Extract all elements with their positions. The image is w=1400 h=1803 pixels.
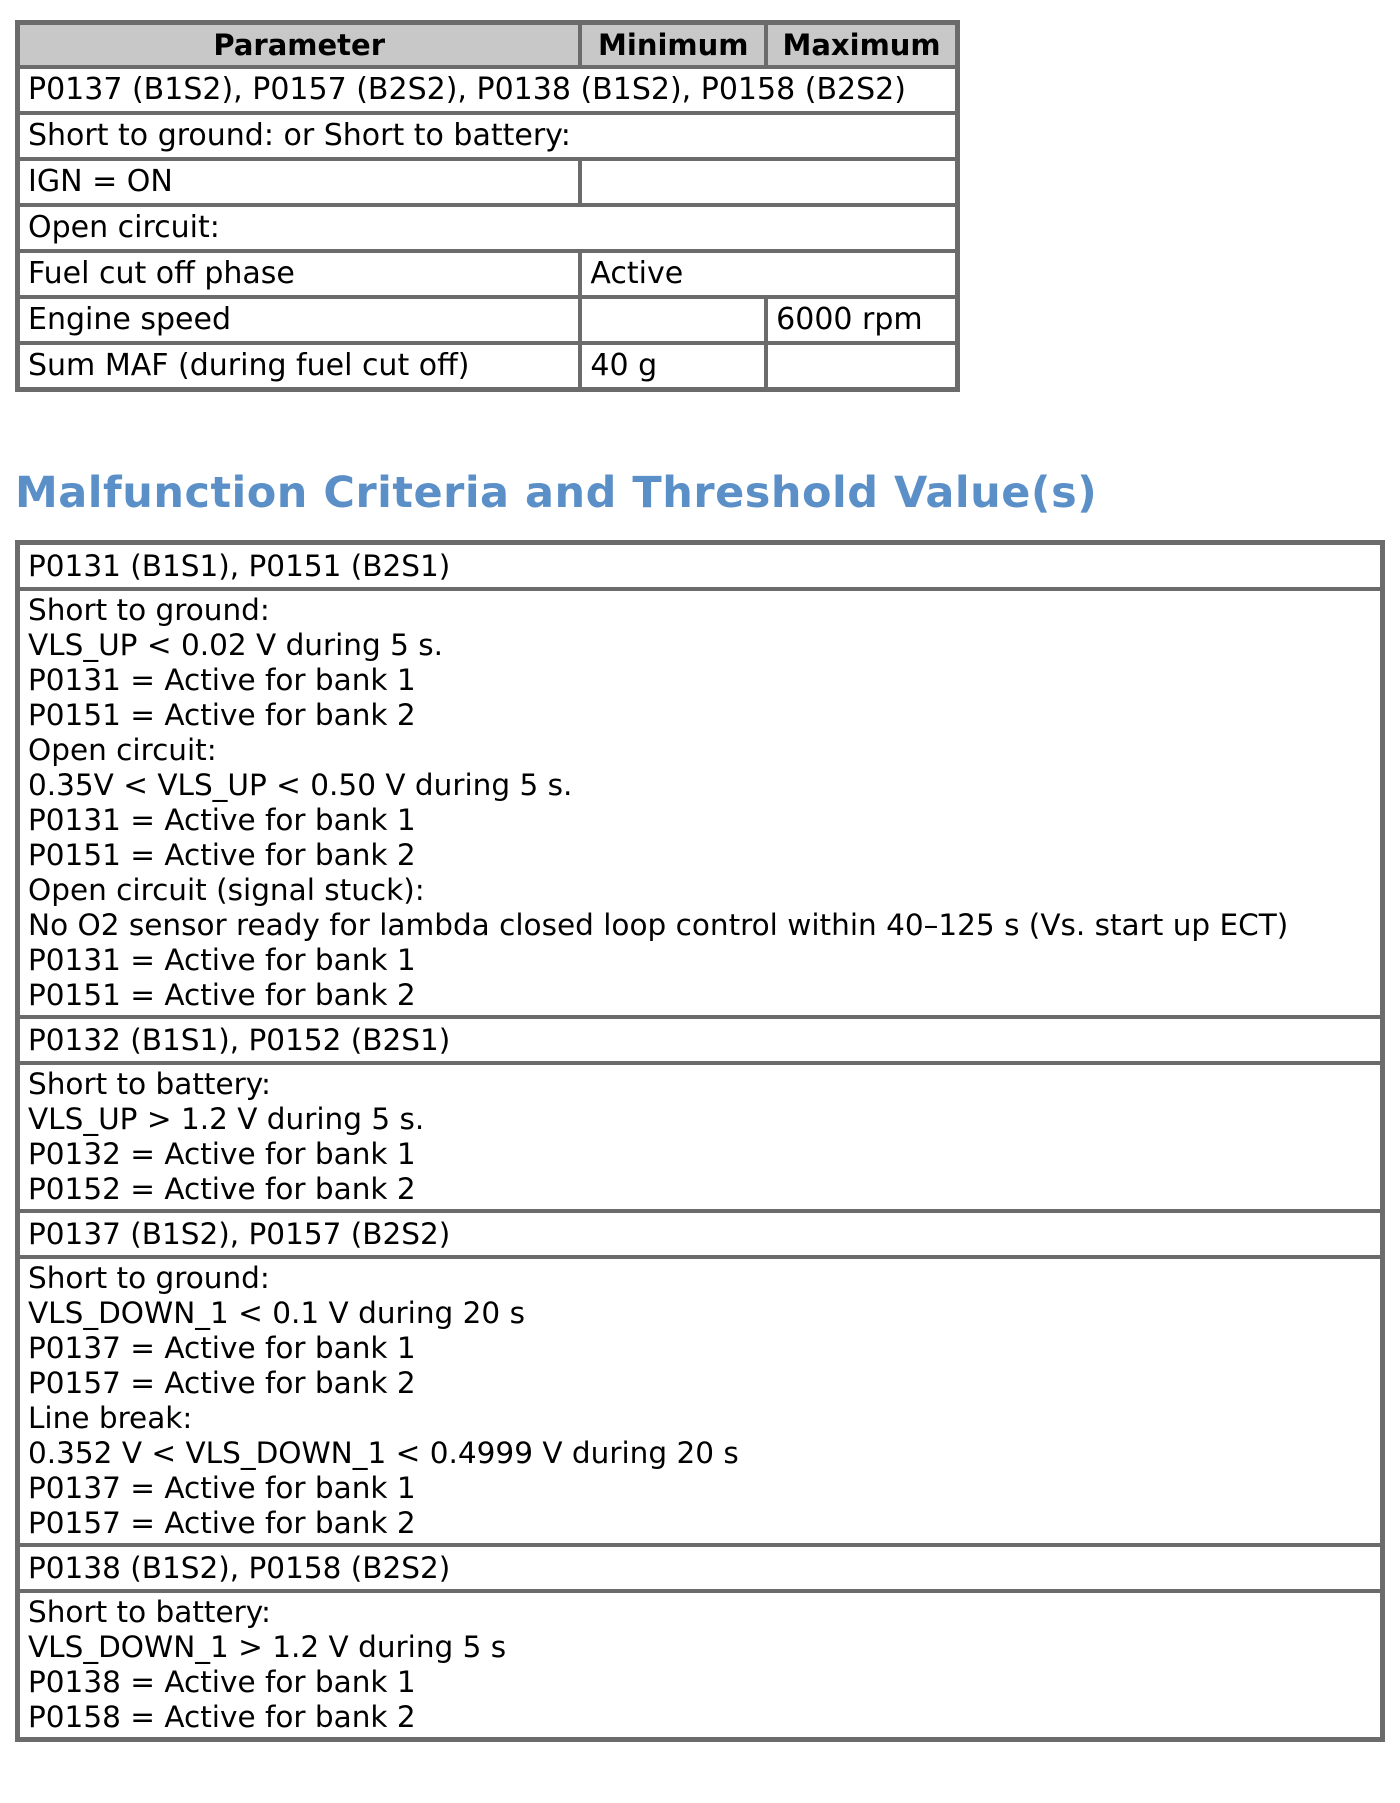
criteria-detail <box>18 1063 1382 1211</box>
criteria-line: VLS_DOWN_1 > 1.2 V during 5 s <box>28 1630 507 1664</box>
criteria-line: VLS_UP > 1.2 V during 5 s. <box>28 1102 425 1136</box>
criteria-line: VLS_DOWN_1 < 0.1 V during 20 s <box>28 1296 525 1330</box>
criteria-detail <box>18 589 1382 1017</box>
value-cell: Active <box>580 251 957 297</box>
conditions-header-row <box>18 23 957 67</box>
criteria-detail <box>18 1591 1382 1739</box>
criteria-code-row <box>18 543 1382 589</box>
conditions-row <box>18 343 957 389</box>
criteria-code: P0137 (B1S2), P0157 (B2S2) <box>18 1211 1382 1257</box>
conditions-row <box>18 67 957 113</box>
criteria-line: P0132 = Active for bank 1 <box>28 1137 416 1171</box>
criteria-code: P0132 (B1S1), P0152 (B2S1) <box>18 1017 1382 1063</box>
criteria-line: P0137 = Active for bank 1 <box>28 1471 416 1505</box>
conditions-cell: Short to ground: or Short to battery: <box>18 113 957 159</box>
criteria-line: P0158 = Active for bank 2 <box>28 1700 416 1734</box>
minimum-cell <box>580 297 766 343</box>
criteria-line: P0157 = Active for bank 2 <box>28 1506 416 1540</box>
parameter-cell: Sum MAF (during fuel cut off) <box>18 343 580 389</box>
criteria-line: 0.35V < VLS_UP < 0.50 V during 5 s. <box>28 768 573 802</box>
criteria-line: Short to battery: <box>28 1067 272 1101</box>
criteria-line: Open circuit: <box>28 733 217 767</box>
criteria-detail-row <box>18 1063 1382 1211</box>
criteria-line: P0131 = Active for bank 1 <box>28 943 416 977</box>
criteria-table <box>15 540 1385 1742</box>
criteria-line: P0152 = Active for bank 2 <box>28 1172 416 1206</box>
conditions-cell: Open circuit: <box>18 205 957 251</box>
criteria-line: P0137 = Active for bank 1 <box>28 1331 416 1365</box>
criteria-line: P0157 = Active for bank 2 <box>28 1366 416 1400</box>
conditions-table <box>15 20 960 392</box>
conditions-row <box>18 113 957 159</box>
criteria-line: Line break: <box>28 1401 193 1435</box>
criteria-code: P0131 (B1S1), P0151 (B2S1) <box>18 543 1382 589</box>
value-cell <box>580 159 957 205</box>
conditions-cell: P0137 (B1S2), P0157 (B2S2), P0138 (B1S2), P0158 (B2S2) <box>18 67 957 113</box>
conditions-row <box>18 159 957 205</box>
criteria-detail-row <box>18 1257 1382 1545</box>
criteria-code: P0138 (B1S2), P0158 (B2S2) <box>18 1545 1382 1591</box>
criteria-line: 0.352 V < VLS_DOWN_1 < 0.4999 V during 20 s <box>28 1436 739 1470</box>
criteria-line: Short to battery: <box>28 1595 272 1629</box>
header-parameter: Parameter <box>18 23 580 67</box>
criteria-line: VLS_UP < 0.02 V during 5 s. <box>28 628 444 662</box>
criteria-line: P0151 = Active for bank 2 <box>28 698 416 732</box>
criteria-detail-row <box>18 1591 1382 1739</box>
criteria-line: No O2 sensor ready for lambda closed loop control within 40–125 s (Vs. start up ECT) <box>28 908 1289 942</box>
parameter-cell: Engine speed <box>18 297 580 343</box>
conditions-row <box>18 297 957 343</box>
section-title: Malfunction Criteria and Threshold Value(s) <box>15 468 1098 518</box>
conditions-row <box>18 205 957 251</box>
criteria-detail-row <box>18 589 1382 1017</box>
criteria-line: P0138 = Active for bank 1 <box>28 1665 416 1699</box>
criteria-code-row <box>18 1545 1382 1591</box>
criteria-line: P0131 = Active for bank 1 <box>28 663 416 697</box>
parameter-cell: IGN = ON <box>18 159 580 205</box>
header-minimum: Minimum <box>580 23 766 67</box>
criteria-line: P0151 = Active for bank 2 <box>28 838 416 872</box>
criteria-line: Short to ground: <box>28 1261 270 1295</box>
criteria-detail <box>18 1257 1382 1545</box>
maximum-cell <box>766 343 957 389</box>
criteria-line: P0131 = Active for bank 1 <box>28 803 416 837</box>
criteria-line: Open circuit (signal stuck): <box>28 873 425 907</box>
conditions-row <box>18 251 957 297</box>
criteria-line: P0151 = Active for bank 2 <box>28 978 416 1012</box>
criteria-line: Short to ground: <box>28 593 270 627</box>
header-maximum: Maximum <box>766 23 957 67</box>
criteria-code-row <box>18 1017 1382 1063</box>
parameter-cell: Fuel cut off phase <box>18 251 580 297</box>
criteria-code-row <box>18 1211 1382 1257</box>
maximum-cell: 6000 rpm <box>766 297 957 343</box>
minimum-cell: 40 g <box>580 343 766 389</box>
